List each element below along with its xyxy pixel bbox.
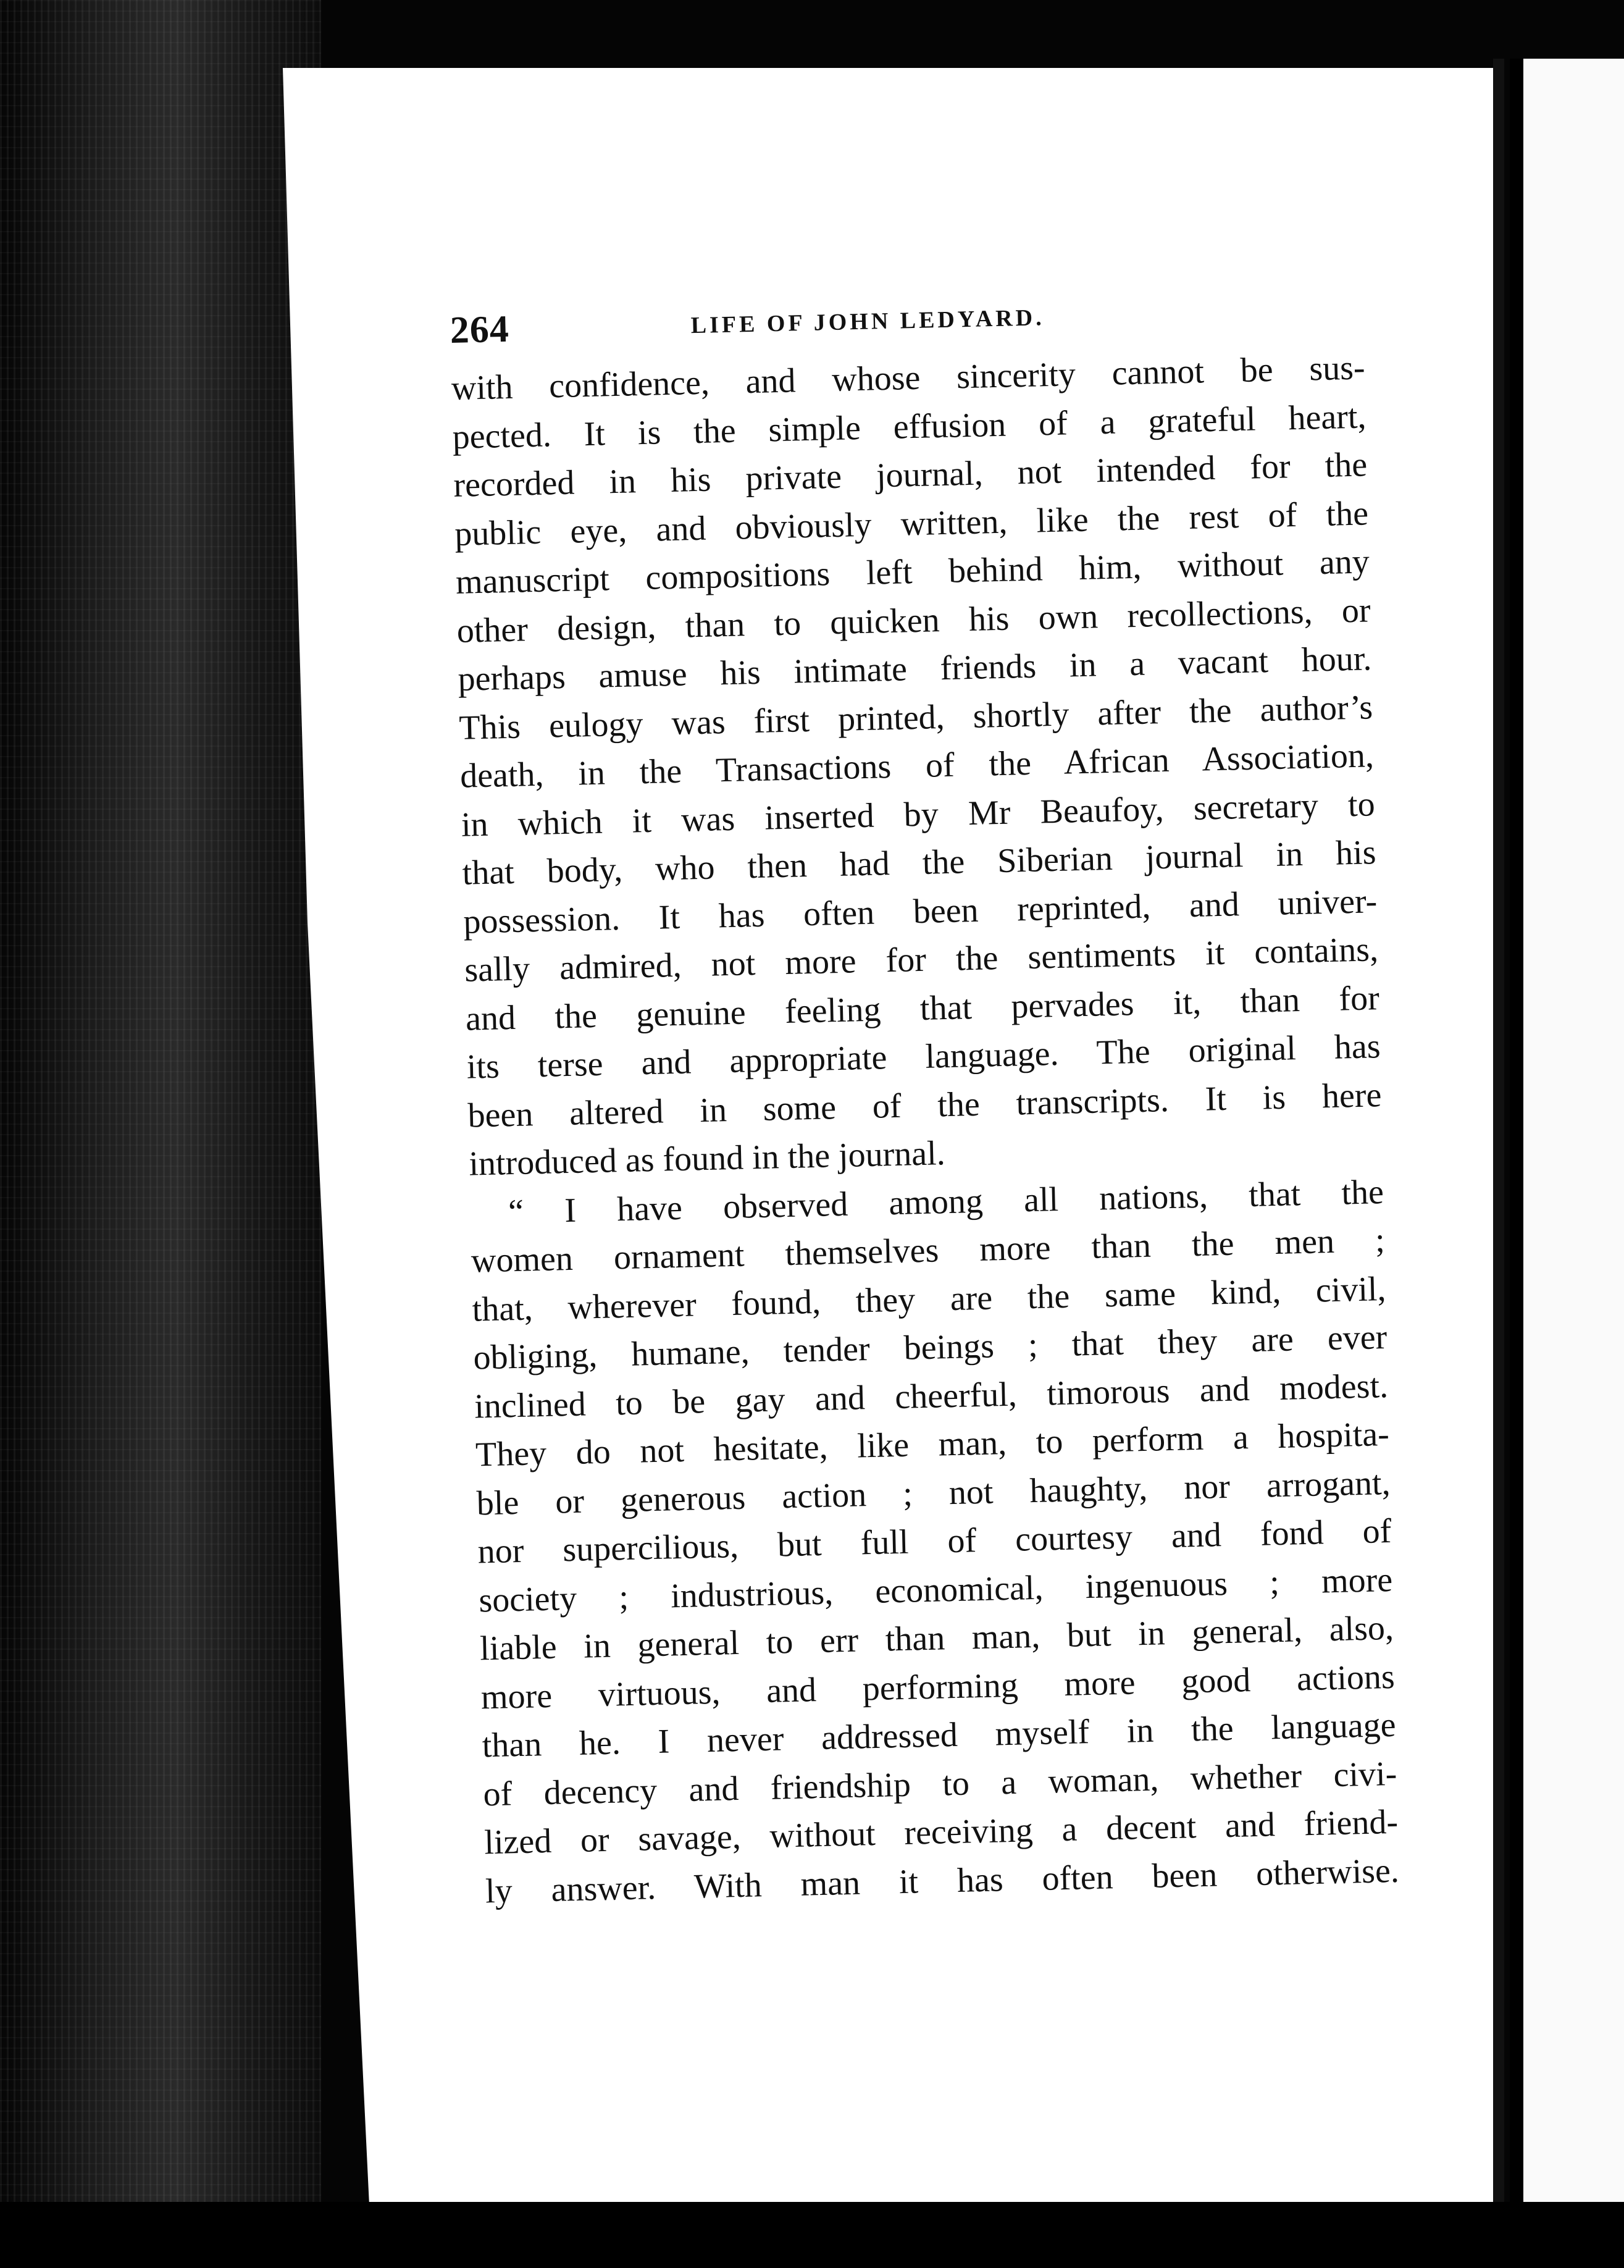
text-line: lized or savage, without receiving a decent and friend-: [483, 1802, 1399, 1862]
text-line: perhaps amuse his intimate friends in a vacant hour.: [457, 639, 1372, 699]
text-line: its terse and appropriate language. The original has: [466, 1027, 1381, 1086]
text-line: possession. It has often been reprinted, and univer-: [463, 881, 1378, 941]
text-line: recorded in his private journal, not intended for the: [453, 445, 1368, 505]
text-line: sally admired, not more for the sentiments it contains,: [464, 930, 1379, 989]
page-number: 264: [450, 308, 510, 351]
text-line: other design, than to quicken his own recollections, or: [456, 590, 1371, 650]
text-line: women ornament themselves more than the men ;: [471, 1221, 1386, 1280]
text-line: more virtuous, and performing more good actions: [480, 1657, 1396, 1716]
text-line: pected. It is the simple effusion of a grateful heart,: [452, 397, 1367, 456]
facing-page-edge: [1510, 59, 1624, 2220]
text-line: This eulogy was first printed, shortly after the author’s: [458, 687, 1373, 747]
text-line: ble or generous action ; not haughty, nor arrogant,: [476, 1463, 1391, 1522]
page-gutter-shadow: [1493, 59, 1504, 2220]
text-line: been altered in some of the transcripts. It is here: [467, 1075, 1382, 1135]
text-line: ly answer. With man it has often been otherwise.: [485, 1851, 1400, 1910]
paragraph-2-quotation: [469, 1168, 1399, 1916]
text-line: of decency and friendship to a woman, whether civi-: [482, 1754, 1397, 1813]
text-line: inclined to be gay and cheerful, timorous and modest.: [474, 1366, 1389, 1426]
text-line: and the genuine feeling that pervades it, than for: [465, 978, 1380, 1038]
text-line: in which it was inserted by Mr Beaufoy, secretary to: [461, 784, 1376, 844]
book-binding-edge: [0, 0, 321, 2268]
text-line: obliging, humane, tender beings ; that they are ever: [472, 1317, 1388, 1377]
text-line: manuscript compositions left behind him, without any: [455, 542, 1370, 602]
text-line: that, wherever found, they are the same kind, civil,: [472, 1269, 1387, 1329]
page-text-block: [450, 288, 1400, 1915]
text-line: than he. I never addressed myself in the language: [482, 1705, 1397, 1765]
text-line: that body, who then had the Siberian journal in his: [462, 833, 1377, 892]
text-line: introduced as found in the journal.: [468, 1134, 946, 1183]
text-line: society ; industrious, economical, ingenuous ; more: [478, 1560, 1393, 1619]
text-line: with confidence, and whose sincerity cannot be sus-: [451, 348, 1366, 408]
text-line: “ I have observed among all nations, that the: [508, 1172, 1384, 1231]
text-line: public eye, and obviously written, like the rest of the: [454, 494, 1369, 553]
scan-bottom-border: [0, 2202, 1624, 2268]
running-title: LIFE OF JOHN LEDYARD.: [690, 304, 1045, 339]
text-line: nor supercilious, but full of courtesy and fond of: [477, 1511, 1392, 1571]
paragraph-1: [451, 343, 1383, 1188]
text-line: liable in general to err than man, but in general, also,: [479, 1608, 1394, 1668]
text-line: death, in the Transactions of the African Association,: [459, 736, 1375, 796]
text-line: They do not hesitate, like man, to perform a hospita-: [475, 1414, 1390, 1474]
